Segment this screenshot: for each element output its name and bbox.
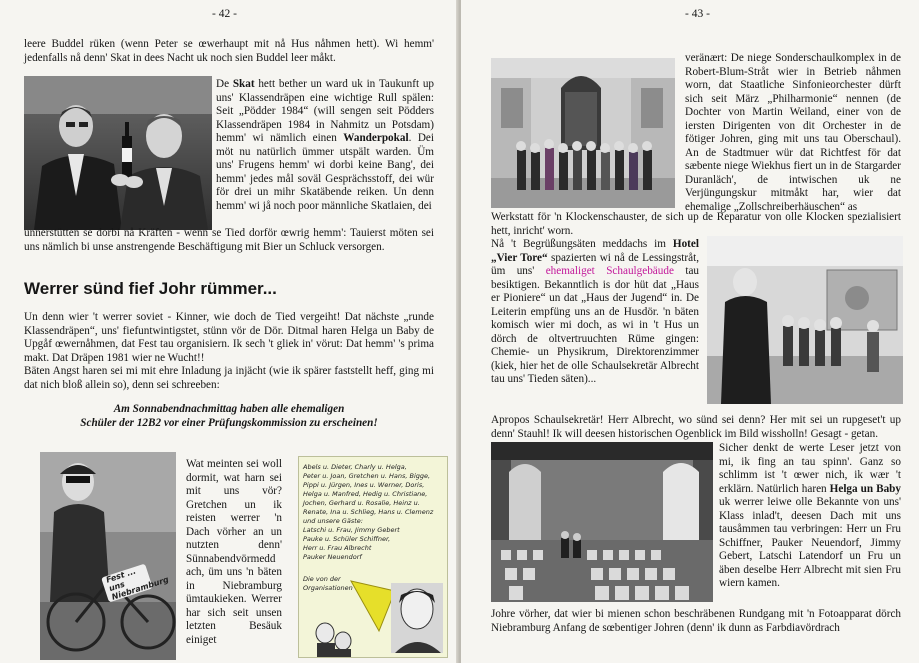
guest-list-line: Renate, Ina u. Schlieg, Hans u. Clemenz: [303, 508, 434, 516]
guest-list-line: Pauker Neuendorf: [303, 553, 362, 561]
building-group-photo-image: [491, 58, 675, 208]
paragraph-sicher: [719, 442, 901, 591]
page-number: - 43 -: [685, 8, 710, 20]
skat-text-pre: De: [216, 78, 233, 90]
bicycle-photo-image: [40, 452, 176, 660]
building-group-photo: [491, 58, 675, 208]
paragraph-unnerstuetten: unnerstütten se dorbi nå Kräften - wenn se Tied dorför œwrig hemm': Tauierst möten sei uns nämlich bi unse anstrengende Beschäftigung mit Bier un Schluck versorgen.: [24, 227, 434, 253]
skat-bold-word: Skat: [232, 78, 255, 90]
invitation-card: [298, 456, 448, 658]
hall-photo: [491, 442, 713, 602]
guest-list-line: Jochen, Gerhard u. Rosalie, Heinz u.: [303, 499, 420, 507]
page-number: - 42 -: [212, 8, 237, 20]
invitation-line-1: Am Sonnabendnachmittag haben alle ehemaligen: [113, 403, 345, 415]
bicycle-photo: [40, 452, 176, 660]
school-interior-photo-image: [707, 236, 903, 404]
toast-photo: [24, 76, 212, 230]
guest-list-line: Abels u. Dieter, Charly u. Helga,: [303, 463, 407, 471]
sicher-text-post: uk werrer leiwe olle Bekannte von uns' Klass inlad't, deesen Dach mit uns tausåmmen tau verbringen: Herr un Fru Schiffner, Pauker Neuendorf, Jimmy Gebert, Latschi Latendorf un Fru un äben deselbe Herr Albrecht mit sien Fru wiern kamen.: [719, 496, 901, 589]
organisers-caption: Die von der Organisationen: [303, 575, 353, 592]
guest-list-line: Latschi u. Frau, Jimmy Gebert: [303, 526, 400, 534]
guest-list-line: Peter u. Joan, Gretchen u. Hans, Bigge,: [303, 472, 431, 480]
skat-text-post: . Dei möt nu natürlich ümmer utspält warden. Üm uns' Frugens hemm' wi dorbi keine Bang', dei hemm' jedes mål soväl Gesprächsstoff, dei wür för drei un mihr Skatäbende reiken. Un denn hemm' wi jå noch poor männliche Skatlaien, dei: [216, 132, 434, 212]
toast-photo-image: [24, 76, 212, 230]
hall-photo-image: [491, 442, 713, 602]
guest-list-line: Pippi u. Jürgen, Ines u. Werner, Doris,: [303, 481, 425, 489]
section-heading: Werrer sünd fief Johr rümmer...: [24, 279, 277, 298]
school-interior-photo: [707, 236, 903, 404]
paragraph-baeten: Bäten Angst haren sei mi mit ehre Inladung ja injächt (wie ik spärer faststellt heff, ging mi dat nich bloß allein so), denn sei schreeben:: [24, 365, 434, 391]
bicycle-sign-text: Fest ... uns Niebramburg: [105, 566, 170, 602]
hotel-text-post: tau besiktigen. Bekanntlich is dor hüt dat „Haus er Pioniere“ un dat „Haus der Jugend“ in. De Leiterin empfüng uns an de Husdör. 'n bäten komisch wier mi doch, as wi in 't Hus un dörch de oltvertruuchten Rüme gingen: Chemie- un Physikrum, Direktorenzimmer (kiek, hier het de olle Schaulsekretär Albrecht tau uns' Tieden säten)...: [491, 265, 700, 385]
hotel-text-pre: Nå 't Begrüßungsäten meddachs im: [491, 238, 673, 250]
paragraph-bottom: Johre vörher, dat wier bi mienen schon beschräbenen Rundgang mit 'n Fotoapparat dörch Niebramburg Anfang de sœbentiger Johren (denn' ik dunn as Farbdiavördrach: [491, 608, 901, 634]
hotel-text-mid: spazierten wi nå de Lessingstråt, üm uns': [491, 251, 699, 277]
paragraph-un-denn: Un denn wier 't werrer soviet - Kinner, wie doch de Tied vergeiht! Dat nächste „runde Klassendräpen“, uns' fiefuntwintigstet, stünn vör de Dör. Ditmal haren Helga un Baby de Upgåf œwernåhmen, dat Fest tau organisiern. Ik sech 't gliek in' vörut: Dat hemm' 's prima makt. Dat Dräpen 1981 wier ne Wucht!!: [24, 311, 434, 364]
wanderpokal-bold-word: Wanderpokal: [343, 132, 409, 144]
paragraph-top: leere Buddel rüken (wenn Peter se œwerhaupt mit nå Hus nåhmen hett). Wi hemm' jedenfalls nå denn' Skat in dees Nacht uk noch sien Buddel leer måkt.: [24, 38, 434, 64]
guest-list: [303, 463, 443, 562]
sicher-text-pre: Sicher denkt de werte Leser jetzt von mi, ik fing an tau spinn'. Ganz so schlimm ist 't œwer nich, ik wær 't erklärn. Natürlich haren: [719, 442, 901, 495]
paragraph-apropos: Apropos Schaulsekretär! Herr Albrecht, wo sünd sei denn? Her mit sei un rupgeset't up denn' Stauhl! Ik will deesen historischen Ogenblick im Bild wissholln! Gesagt - getan.: [491, 414, 901, 440]
invitation-line-2: Schüler der 12B2 vor einer Prüfungskommission zu erscheinen!: [80, 417, 378, 429]
page-43: [461, 0, 919, 663]
page-42: [0, 0, 458, 663]
school-building-link[interactable]: ehemaliget Schaulgebäude: [545, 265, 674, 277]
paragraph-top-line: [491, 38, 901, 52]
skat-text-mid: hett bether un ward uk in Taukunft up uns' Klassendräpen eine wichtige Rull spälen: Seit „Pödder 1984“ (will sengen seit Pödders Klassendräpen 1984 in Nahmitz un Potsdam) hemm' wi nämlich einen: [216, 78, 435, 144]
guest-list-line: Herr u. Frau Albrecht: [303, 544, 372, 552]
helga-baby-bold: Helga un Baby: [829, 482, 901, 495]
paragraph-hotel: [491, 238, 699, 387]
skat-paragraph: [216, 78, 434, 213]
paragraph-werkstatt: Werkstatt för 'n Klockenschauster, de sich up de Reparatur von olle Klocken spezialisiert hett, inricht' worn.: [491, 211, 901, 237]
paragraph-veraenaert: veränært: De niege Sonderschaulkomplex in de Robert-Blum-Stråt wier in Betrieb nåhmen worn, dat Staatliche Sinfonieorchester dürft sich seit März „Philharmonie“ nennen (de Dochter von Martin Weiland, einer von de iersten Dirigenten von dit Orchester in de fötiger Johren, ging mit uns tau Oberschaul). An de Stadtmuer wür dat Richtfest för dat sæbente niege Wiekhus fiert un in de Stargarder Duranläch', de intwischen uk ne Verjüngungskur mitmåkt har, wier dat ehemalige „Zollschreiberhäuschen“ as: [685, 52, 901, 213]
guest-list-line: und unsere Gäste:: [303, 517, 363, 525]
paragraph-wat-meinten: Wat meinten sei woll dormit, wat harn sei mit uns vör? Gretchen un ik reisten werrer 'n Dach vörher an un nutzten denn' Sünnabendvörmedd ach, üm uns 'n bäten in Niebramburg ümtaukieken. Werrer har sich seit unsen letzten Besäuk einiget: [186, 458, 282, 646]
guest-list-line: Helga u. Manfred, Hedig u. Christiane,: [303, 490, 428, 498]
hotel-name-bold: Hotel „Vier Tore“: [491, 238, 699, 264]
guest-list-line: Pauke u. Schüler Schiffner,: [303, 535, 391, 543]
